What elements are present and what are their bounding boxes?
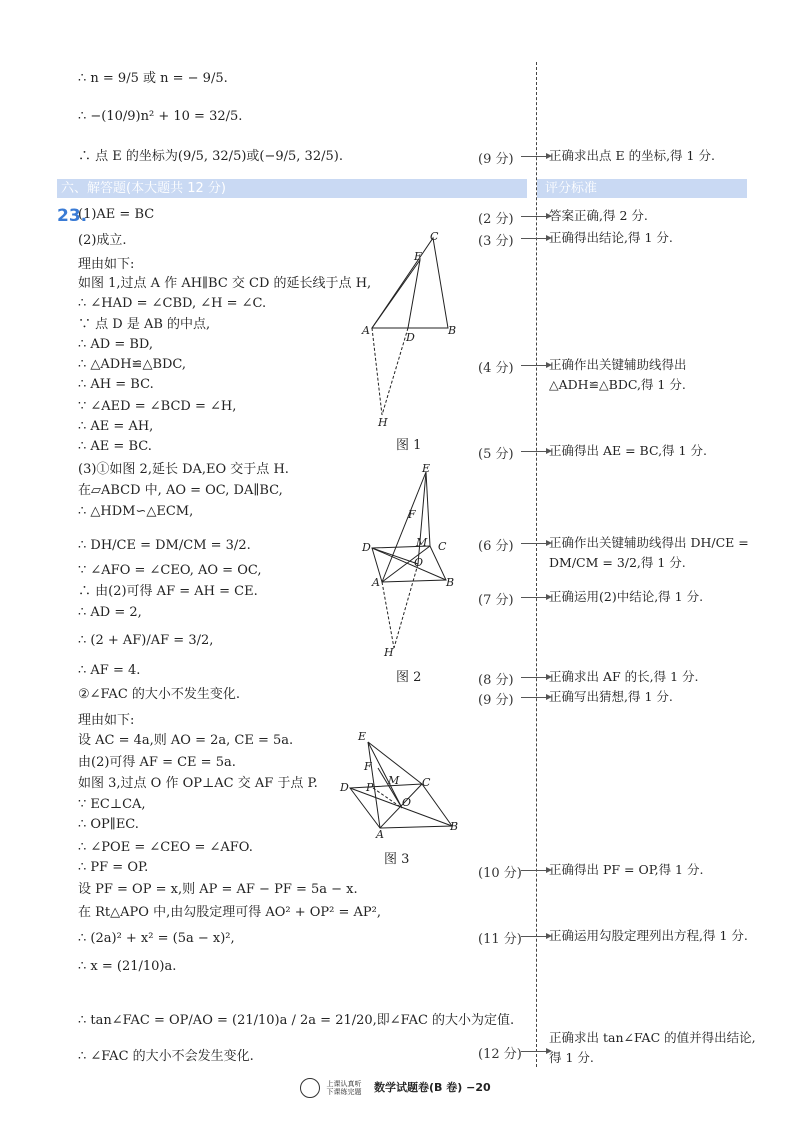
solution-line: (1)AE = BC [78, 207, 155, 222]
arrow-icon [521, 697, 547, 698]
solution-line: 理由如下: [78, 713, 135, 728]
svg-text:D: D [406, 331, 415, 344]
solution-line: ∴ ∠POE = ∠CEO = ∠AFO. [78, 840, 253, 855]
rubric-note: 正确得出结论,得 1 分. [549, 230, 673, 245]
svg-text:A: A [362, 324, 370, 337]
rubric-note: 正确作出关键辅助线得出△ADH≌△BDC,得 1 分. [549, 357, 687, 392]
solution-line: ∴ 由(2)可得 AF = AH = CE. [78, 584, 258, 599]
score-label: (6 分) [478, 539, 514, 554]
arrow-icon [521, 365, 547, 366]
score-label: (4 分) [478, 361, 514, 376]
figure-2 [360, 462, 470, 662]
score-label: (3 分) [478, 234, 514, 249]
footer-brand: 上课认真听 下课练完题 [326, 1080, 362, 1096]
rubric-note: 正确求出 tan∠FAC 的值并得出结论,得 1 分. [549, 1030, 756, 1065]
solution-line: 在 Rt△APO 中,由勾股定理可得 AO² + OP² = AP², [78, 905, 381, 920]
svg-text:F: F [364, 760, 372, 773]
svg-text:C: C [438, 540, 447, 553]
svg-text:F: F [408, 508, 416, 521]
arrow-icon [521, 543, 547, 544]
figure-3-caption: 图 3 [384, 852, 410, 867]
svg-text:O: O [402, 796, 412, 809]
solution-line: 在▱ABCD 中, AO = OC, DA∥BC, [78, 483, 283, 498]
line-point-e: ∴ 点 E 的坐标为(9/5, 32/5)或(−9/5, 32/5). [78, 149, 343, 164]
figure-1-caption: 图 1 [396, 438, 422, 453]
svg-text:O: O [414, 556, 424, 569]
solution-line: 如图 1,过点 A 作 AH∥BC 交 CD 的延长线于点 H, [78, 276, 372, 291]
score-label: (7 分) [478, 593, 514, 608]
score-label: (5 分) [478, 447, 514, 462]
arrow-icon [521, 238, 547, 239]
question-number: 23. [57, 206, 88, 226]
note-top: 正确求出点 E 的坐标,得 1 分. [549, 148, 715, 163]
solution-line: 如图 3,过点 O 作 OP⊥AC 交 AF 于点 P. [78, 776, 318, 791]
svg-text:C: C [422, 776, 431, 789]
solution-line: ∵ ∠AED = ∠BCD = ∠H, [78, 399, 237, 414]
rubric-note: 正确得出 PF = OP,得 1 分. [549, 862, 704, 877]
score-label: (10 分) [478, 866, 522, 881]
arrow-icon [521, 216, 547, 217]
score-label: (2 分) [478, 212, 514, 227]
line-equation: ∴ −(10/9)n² + 10 = 32/5. [78, 109, 243, 124]
solution-line: ∴ AD = BD, [78, 337, 154, 352]
svg-text:M: M [416, 536, 428, 549]
solution-line: 理由如下: [78, 257, 135, 272]
svg-text:A: A [372, 576, 380, 589]
solution-line: ∴ DH/CE = DM/CM = 3/2. [78, 538, 251, 553]
section-header: 六、解答题(本大题共 12 分) [57, 179, 527, 198]
solution-line: ∴ (2a)² + x² = (5a − x)², [78, 931, 235, 946]
page-footer [300, 1078, 491, 1098]
solution-line: ∴ AH = BC. [78, 377, 154, 392]
score-label: (11 分) [478, 932, 522, 947]
solution-line: ②∠FAC 的大小不发生变化. [78, 687, 241, 702]
solution-line: ∴ AF = 4. [78, 663, 141, 678]
arrow-icon [521, 870, 547, 871]
svg-text:P: P [366, 781, 374, 794]
footer-title: 数学试题卷(B 卷) −20 [374, 1081, 491, 1094]
solution-line: ∴ ∠HAD = ∠CBD, ∠H = ∠C. [78, 296, 267, 311]
arrow-icon [521, 451, 547, 452]
solution-line: ∵ ∠AFO = ∠CEO, AO = OC, [78, 563, 262, 578]
score-label: (9 分) [478, 693, 514, 708]
rubric-note: 答案正确,得 2 分. [549, 208, 648, 223]
figure-3 [338, 728, 468, 838]
score-label: (12 分) [478, 1047, 522, 1062]
svg-text:C: C [430, 230, 439, 243]
rubric-note: 正确求出 AF 的长,得 1 分. [549, 669, 699, 684]
solution-line: ∵ 点 D 是 AB 的中点, [78, 317, 211, 332]
svg-text:D: D [340, 781, 349, 794]
solution-line: ∴ △HDM∽△ECM, [78, 504, 194, 519]
rubric-header: 评分标准 [537, 179, 747, 198]
figure-1 [360, 230, 470, 430]
solution-line: 设 AC = 4a,则 AO = 2a, CE = 5a. [78, 733, 294, 748]
svg-text:E: E [414, 250, 423, 263]
solution-line: ∴ tan∠FAC = OP/AO = (21/10)a / 2a = 21/20,即∠FAC 的大小为定值. [78, 1013, 515, 1028]
solution-line: (3)①如图 2,延长 DA,EO 交于点 H. [78, 462, 289, 477]
svg-text:M: M [388, 774, 400, 787]
solution-line: ∵ EC⊥CA, [78, 797, 146, 812]
svg-text:D: D [362, 541, 371, 554]
score-top: (9 分) [478, 152, 514, 167]
divider-line [536, 62, 537, 1067]
svg-text:H: H [384, 646, 394, 659]
solution-line: ∴ x = (21/10)a. [78, 959, 177, 974]
svg-text:E: E [422, 462, 431, 475]
solution-line: ∴ (2 + AF)/AF = 3/2, [78, 633, 214, 648]
mascot-logo-icon [300, 1078, 320, 1098]
line-n-value: ∴ n = 9/5 或 n = − 9/5. [78, 71, 228, 86]
solution-line: ∴ ∠FAC 的大小不会发生变化. [78, 1049, 254, 1064]
solution-line: ∴ AE = BC. [78, 439, 152, 454]
solution-line: ∴ AD = 2, [78, 605, 142, 620]
arrow-icon [521, 1051, 547, 1052]
rubric-note: 正确运用(2)中结论,得 1 分. [549, 589, 704, 604]
arrow-icon [521, 597, 547, 598]
svg-text:B: B [448, 324, 457, 337]
svg-text:E: E [358, 730, 367, 743]
solution-line: (2)成立. [78, 233, 127, 248]
arrow-icon [521, 156, 547, 157]
figure-2-caption: 图 2 [396, 670, 422, 685]
rubric-note: 正确得出 AE = BC,得 1 分. [549, 443, 707, 458]
svg-text:H: H [378, 416, 388, 429]
solution-line: ∴ PF = OP. [78, 860, 149, 875]
solution-line: 设 PF = OP = x,则 AP = AF − PF = 5a − x. [78, 882, 358, 897]
arrow-icon [521, 677, 547, 678]
rubric-note: 正确作出关键辅助线得出 DH/CE = DM/CM = 3/2,得 1 分. [549, 535, 749, 570]
solution-line: ∴ OP∥EC. [78, 817, 139, 832]
rubric-note: 正确写出猜想,得 1 分. [549, 689, 673, 704]
score-label: (8 分) [478, 673, 514, 688]
solution-line: ∴ AE = AH, [78, 419, 154, 434]
rubric-note: 正确运用勾股定理列出方程,得 1 分. [549, 928, 748, 943]
solution-line: ∴ △ADH≌△BDC, [78, 357, 187, 372]
arrow-icon [521, 936, 547, 937]
svg-text:B: B [446, 576, 455, 589]
svg-text:A: A [376, 828, 384, 838]
solution-line: 由(2)可得 AF = CE = 5a. [78, 755, 236, 770]
svg-text:B: B [450, 820, 459, 833]
